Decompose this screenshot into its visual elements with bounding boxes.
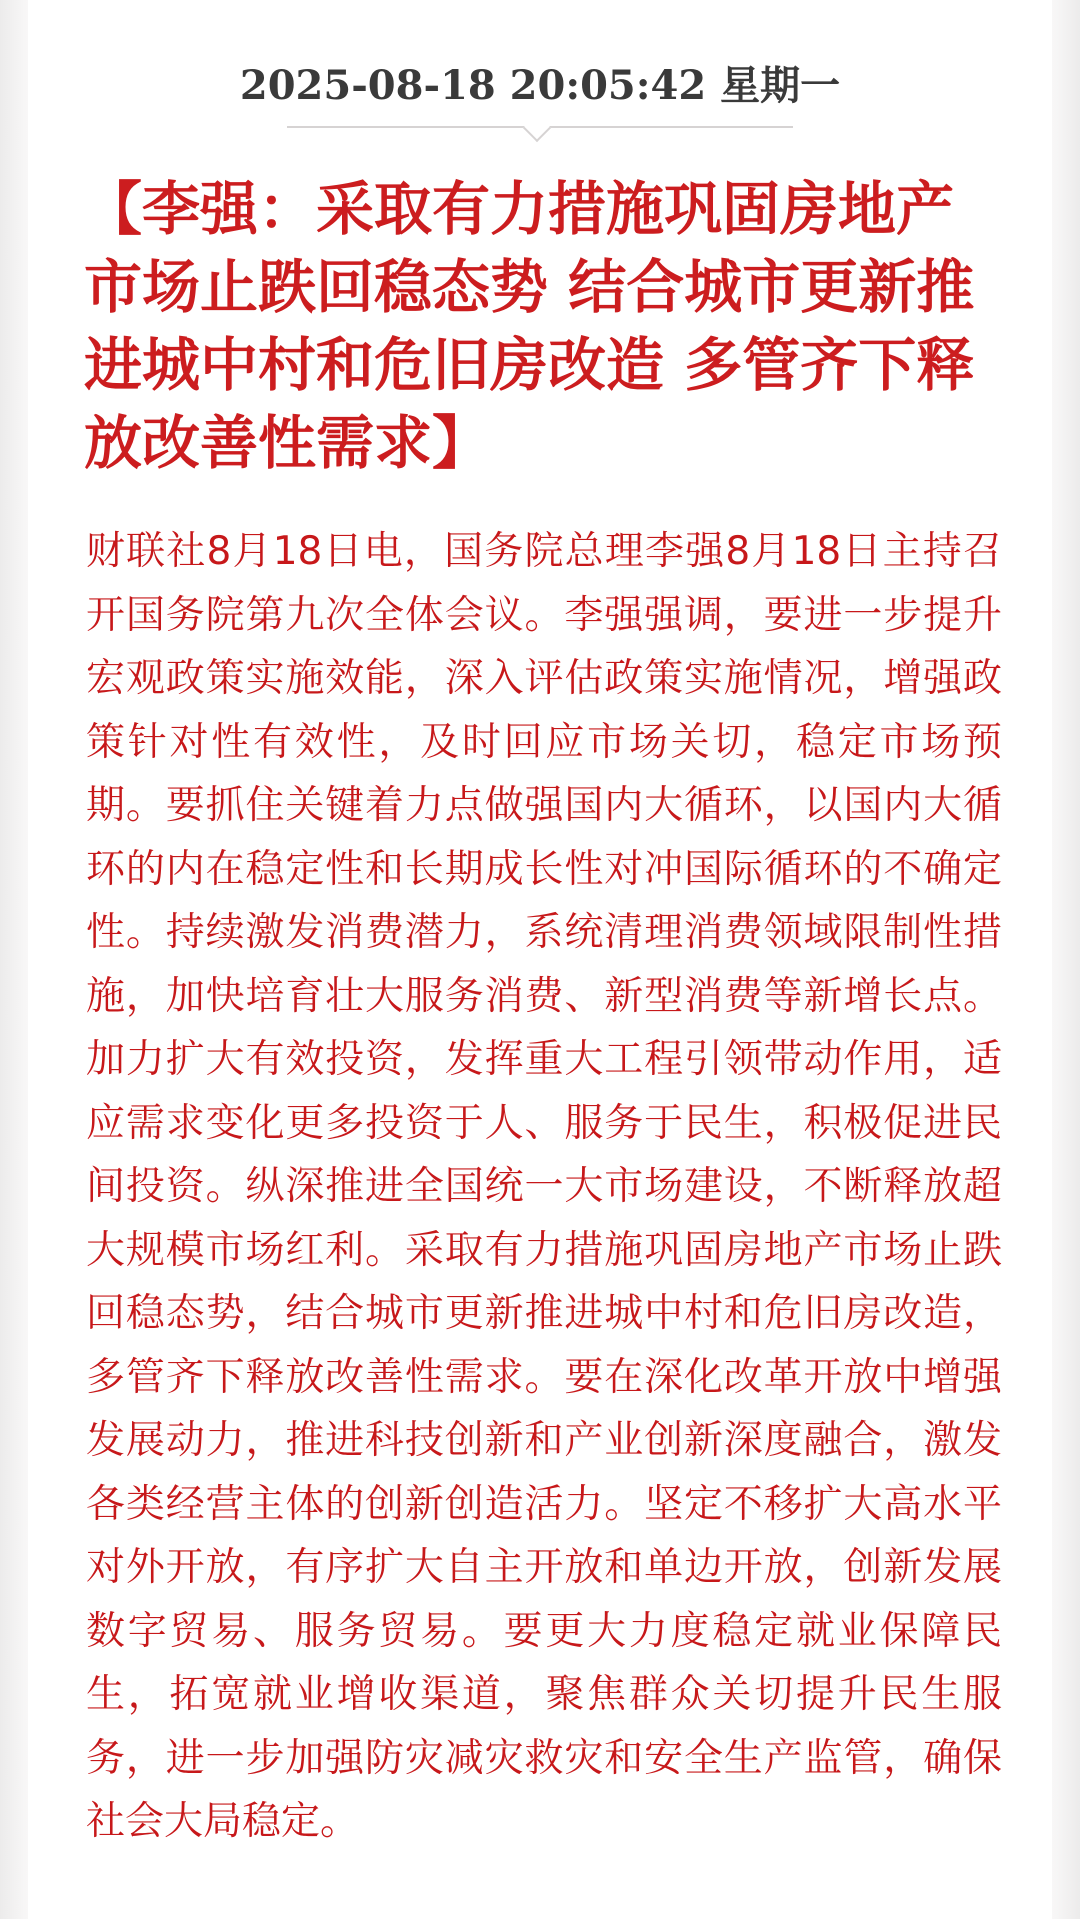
article-body: 财联社8月18日电，国务院总理李强8月18日主持召开国务院第九次全体会议。李强强调，要进一步提升宏观政策实施效能，深入评估政策实施情况，增强政策针对性有效性，及时回应市场关切，稳定市场预期。要抓住关键着力点做强国内大循环，以国内大循环的内在稳定性和长期成长性对冲国际循环的不确定性。持续激发消费潜力，系统清理消费领域限制性措施，加快培育壮大服务消费、新型消费等新增长点。加力扩大有效投资，发挥重大工程引领带动作用，适应需求变化更多投资于人、服务于民生，积极促进民间投资。纵深推进全国统一大市场建设，不断释放超大规模市场红利。采取有力措施巩固房地产市场止跌回稳态势，结合城市更新推进城中村和危旧房改造，多管齐下释放改善性需求。要在深化改革开放中增强发展动力，推进科技创新和产业创新深度融合，激发各类经营主体的创新创造活力。坚定不移扩大高水平对外开放，有序扩大自主开放和单边开放，创新发展数字贸易、服务贸易。要更大力度稳定就业保障民生，拓宽就业增收渠道，聚焦群众关切提升民生服务，进一步加强防灾减灾救灾和安全生产监管，确保社会大局稳定。: [86, 529, 1002, 1844]
article-headline: 【李强：采取有力措施巩固房地产市场止跌回稳态势 结合城市更新推进城中村和危旧房改造 多管齐下释放改善性需求】: [84, 175, 975, 477]
publish-timestamp: 2025-08-18 20:05:42 星期一: [239, 62, 841, 109]
